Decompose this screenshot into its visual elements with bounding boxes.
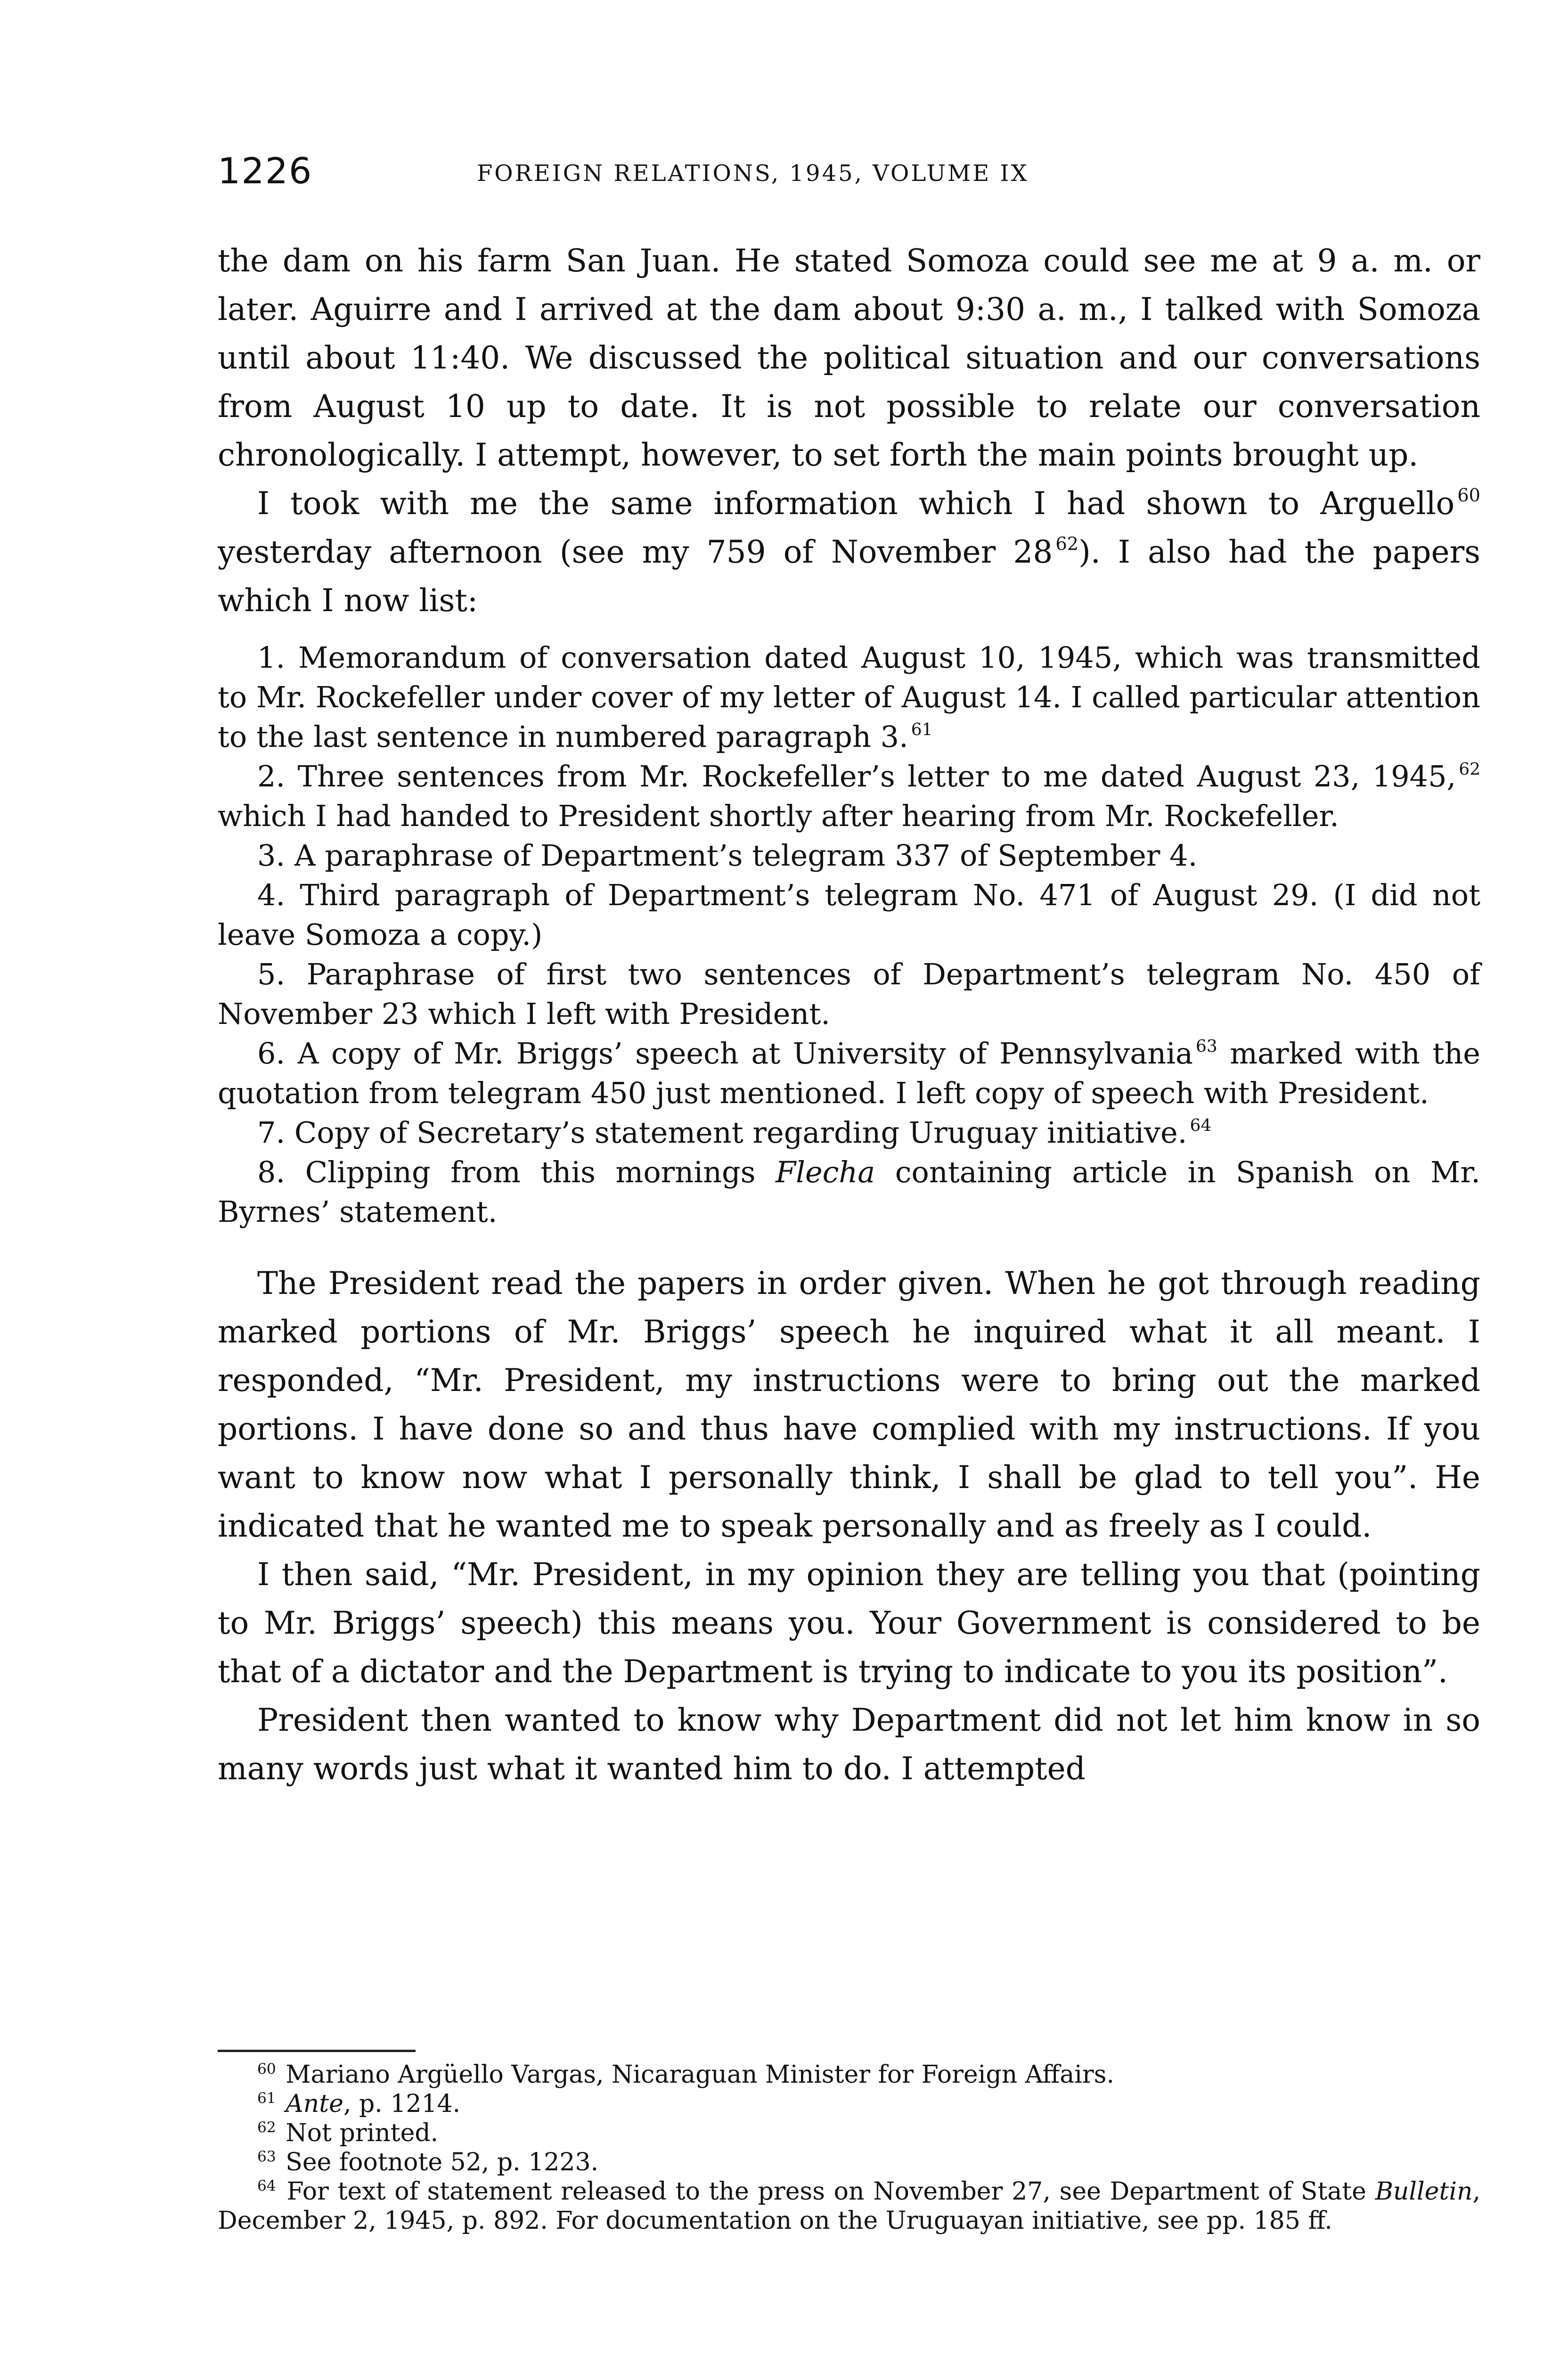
list-item bbox=[218, 1034, 1480, 1113]
list-item-text: Clipping from this mornings bbox=[305, 1155, 776, 1189]
list-item-number: 8. bbox=[257, 1155, 286, 1189]
list-item-number: 1. bbox=[257, 640, 286, 675]
footnote-mark: 64 bbox=[257, 2177, 276, 2195]
list-item-number: 5. bbox=[257, 957, 286, 991]
list-item-number: 2. bbox=[257, 759, 286, 794]
list-item bbox=[218, 757, 1480, 836]
footnote-ref: 62 bbox=[1459, 759, 1480, 779]
footnote-mark: 61 bbox=[257, 2090, 276, 2107]
paragraph-2-text-b: yesterday afternoon (see my 759 of November 28 bbox=[218, 534, 1053, 570]
running-title: FOREIGN RELATIONS, 1945, VOLUME IX bbox=[477, 160, 1029, 187]
list-item bbox=[218, 1153, 1480, 1232]
footnote-text: Mariano Argüello Vargas, Nicaraguan Minister for Foreign Affairs. bbox=[278, 2061, 1114, 2089]
footnote-61 bbox=[218, 2089, 1480, 2119]
footnote-mark: 60 bbox=[257, 2061, 276, 2078]
body-text bbox=[218, 237, 1480, 1793]
paragraph-2-text-c: ). I also had the papers which I now list: bbox=[218, 534, 1480, 619]
list-item-number: 7. bbox=[257, 1115, 286, 1150]
footnote-mark: 62 bbox=[257, 2119, 276, 2136]
page-header bbox=[218, 150, 1462, 206]
list-item-text-after: marked with the quotation from telegram 450 just mentioned. I left copy of speech with President. bbox=[218, 1036, 1480, 1110]
footnote-ref-60: 60 bbox=[1457, 485, 1480, 507]
newspaper-title: Flecha bbox=[776, 1155, 875, 1189]
footnote-text-after: , December 2, 1945, p. 892. For documentation on the Uruguayan initiative, see pp. 185 ff. bbox=[218, 2177, 1480, 2235]
list-item bbox=[218, 875, 1480, 955]
footnote-ref: 61 bbox=[911, 720, 933, 739]
list-item-text: A paraphrase of Department’s telegram 337 of September 4. bbox=[294, 838, 1198, 873]
footnote-64 bbox=[218, 2177, 1480, 2235]
list-item-text: Paraphrase of first two sentences of Department’s telegram No. 450 of November 23 which I left with President. bbox=[218, 957, 1480, 1031]
footnote-text-italic: Bulletin bbox=[1375, 2177, 1473, 2206]
footnote-text: , p. 1214. bbox=[343, 2090, 461, 2118]
footnote-60 bbox=[218, 2060, 1480, 2089]
list-item bbox=[218, 955, 1480, 1034]
list-item-text: A copy of Mr. Briggs’ speech at University of Pennsylvania bbox=[297, 1036, 1193, 1071]
list-item-text: Three sentences from Mr. Rockefeller’s letter to me dated August 23, 1945, bbox=[297, 759, 1456, 794]
list-item-number: 3. bbox=[257, 838, 286, 873]
footnote-text-italic: Ante bbox=[286, 2090, 343, 2118]
page-number: 1226 bbox=[218, 150, 313, 192]
list-item-text: Copy of Secretary’s statement regarding Uruguay initiative. bbox=[294, 1115, 1187, 1150]
list-item-number: 6. bbox=[257, 1036, 286, 1071]
footnote-text: Not printed. bbox=[278, 2119, 439, 2147]
footnote-ref-62: 62 bbox=[1055, 533, 1079, 555]
footnote-mark: 63 bbox=[257, 2148, 276, 2166]
list-item bbox=[218, 1113, 1480, 1153]
list-item-text-after: containing article in Spanish on Mr. Byrnes’ statement. bbox=[218, 1155, 1481, 1229]
paragraph-2 bbox=[218, 479, 1480, 625]
footnotes bbox=[218, 2060, 1480, 2235]
footnote-divider bbox=[218, 2050, 416, 2052]
footnote-ref: 64 bbox=[1190, 1115, 1212, 1135]
footnote-text: See footnote 52, p. 1223. bbox=[278, 2148, 599, 2176]
footnote-63 bbox=[218, 2148, 1480, 2177]
footnote-62 bbox=[218, 2119, 1480, 2148]
list-item-text: Memorandum of conversation dated August 10, 1945, which was transmitted to Mr. Rockefeller under cover of my letter of August 14. I called particular attention to the last sentence in numbered paragraph 3. bbox=[218, 640, 1480, 754]
list-item-text-after: which I had handed to President shortly after hearing from Mr. Rockefeller. bbox=[218, 799, 1339, 833]
paragraph-3: The President read the papers in order given. When he got through reading marked portions of Mr. Briggs’ speech he inquired what it all meant. I responded, “Mr. President, my instructions were to bring out the marked portions. I have done so and thus have complied with my instructions. If you want to know now what I personally think, I shall be glad to tell you”. He indicated that he wanted me to speak personally and as freely as I could. bbox=[218, 1265, 1480, 1544]
footnote-text: For text of statement released to the press on November 27, see Department of State bbox=[278, 2177, 1375, 2206]
paragraph-4: I then said, “Mr. President, in my opinion they are telling you that (pointing to Mr. Briggs’ speech) this means you. Your Government is considered to be that of a dictator and the Department is trying to indicate to you its position”. bbox=[218, 1556, 1480, 1690]
list-item bbox=[218, 638, 1480, 757]
paragraph-1: the dam on his farm San Juan. He stated Somoza could see me at 9 a. m. or later. Aguirre and I arrived at the dam about 9:30 a. m., I talked with Somoza until about 11:40. We discussed the political situation and our conversations from August 10 up to date. It is not possible to relate our conversation chronologically. I attempt, however, to set forth the main points brought up. bbox=[218, 243, 1480, 473]
paragraph-5: President then wanted to know why Department did not let him know in so many words just what it wanted him to do. I attempted bbox=[218, 1702, 1480, 1787]
footnote-ref: 63 bbox=[1195, 1036, 1217, 1056]
papers-list bbox=[218, 638, 1480, 1232]
list-item-number: 4. bbox=[257, 878, 286, 912]
section-gap bbox=[218, 1232, 1480, 1259]
paragraph-2-text-a: I took with me the same information which I had shown to Arguello bbox=[257, 485, 1455, 522]
list-item-text: Third paragraph of Department’s telegram No. 471 of August 29. (I did not leave Somoza a copy.) bbox=[218, 878, 1480, 952]
list-item bbox=[218, 836, 1480, 875]
